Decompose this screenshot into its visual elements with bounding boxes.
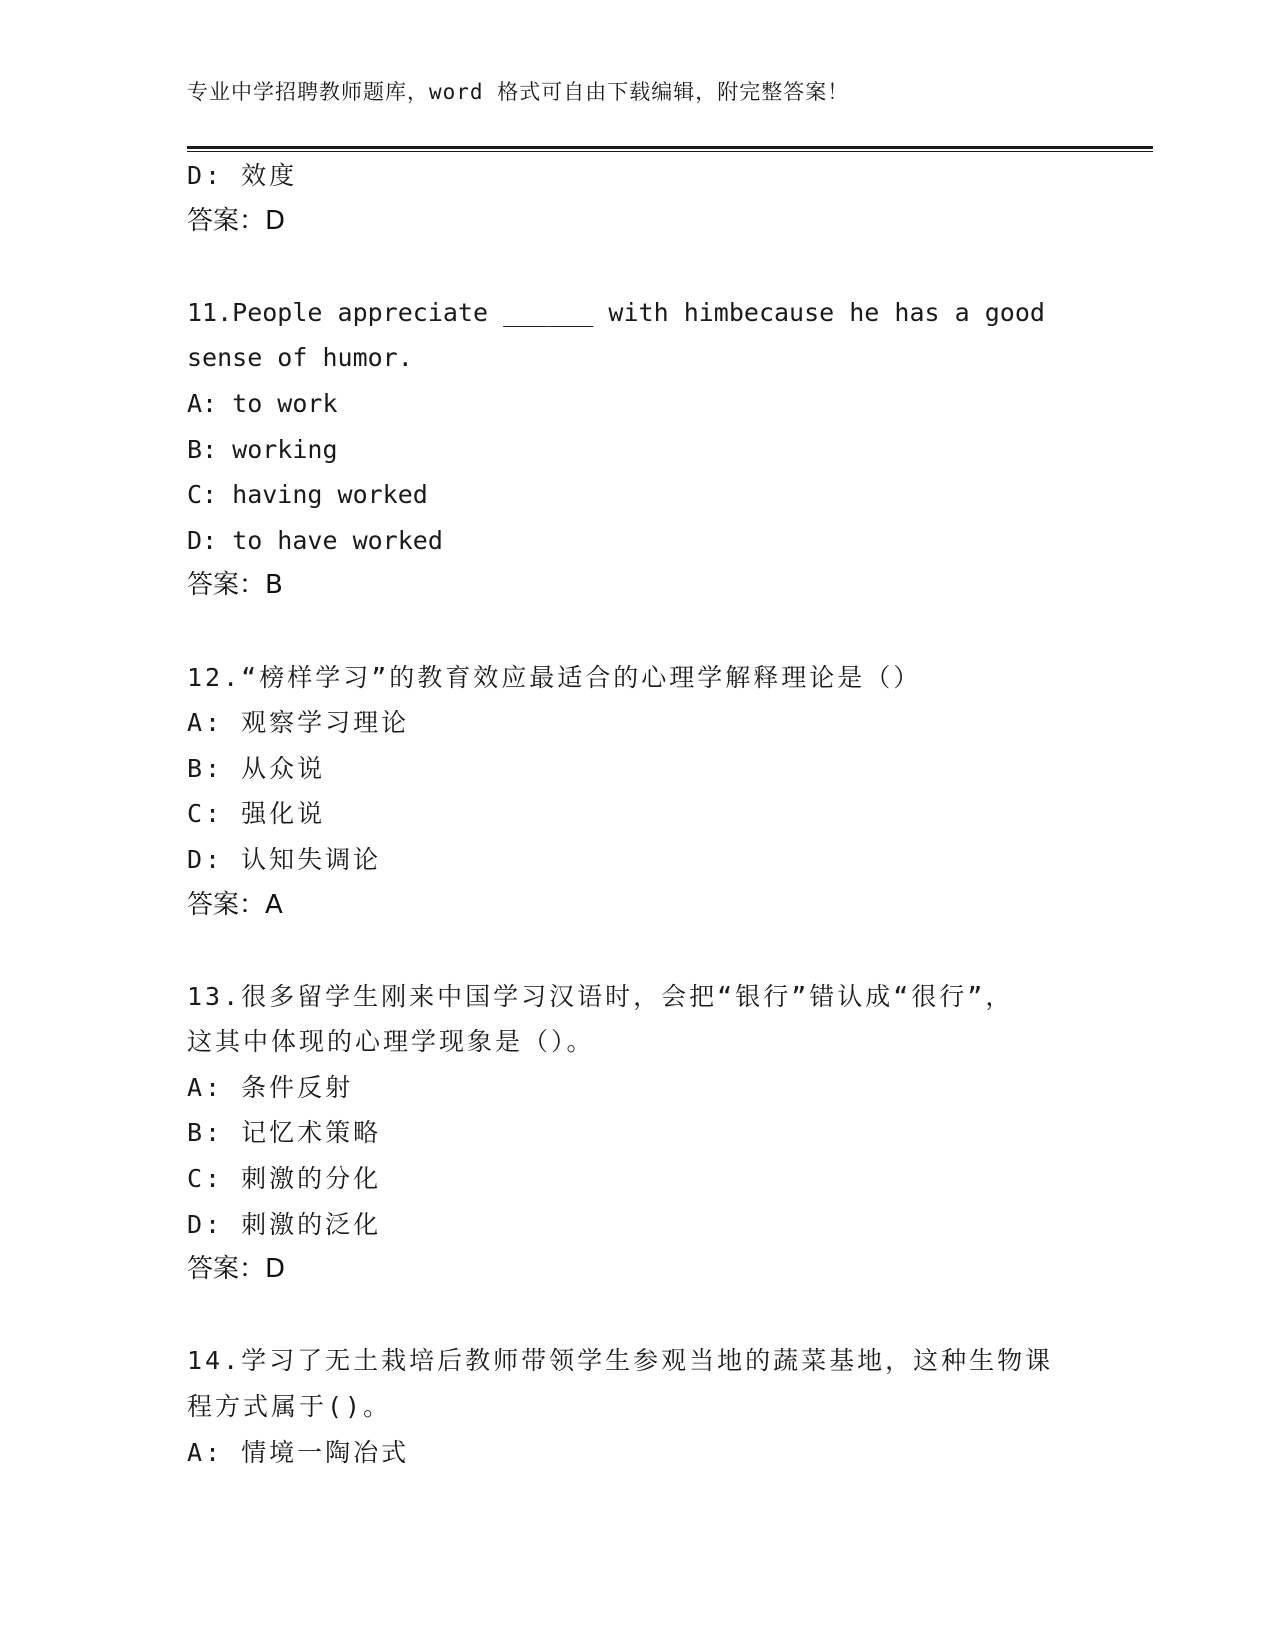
header-rule-thick <box>187 146 1153 149</box>
option-line: D: 认知失调论 <box>187 844 382 874</box>
question-text: 13.很多留学生刚来中国学习汉语时，会把“银行”错认成“很行”， <box>187 981 1014 1011</box>
question-block <box>187 1338 1087 1475</box>
option-line: D: to have worked <box>187 525 443 555</box>
option-line: C: having worked <box>187 480 428 510</box>
question-text: 这其中体现的心理学现象是（）。 <box>187 1027 595 1057</box>
option-line: D: 效度 <box>187 161 298 190</box>
answer-line: 答案：A <box>187 889 283 920</box>
option-line: C: 强化说 <box>187 799 326 829</box>
question-list <box>187 153 1087 1475</box>
option-line: D: 刺激的泛化 <box>187 1209 382 1239</box>
header-rule-thin <box>187 151 1153 152</box>
option-line: A: 情境一陶冶式 <box>187 1437 410 1467</box>
question-block <box>187 153 1087 244</box>
question-text: 程方式属于()。 <box>187 1392 392 1422</box>
page-header: 专业中学招聘教师题库，word 格式可自由下载编辑，附完整答案！ <box>187 80 850 104</box>
question-block <box>187 974 1087 1293</box>
question-text: 11.People appreciate ______ with himbecause he has a good <box>187 297 1045 327</box>
option-line: B: 从众说 <box>187 753 326 783</box>
option-line: A: 条件反射 <box>187 1072 354 1102</box>
option-line: C: 刺激的分化 <box>187 1164 382 1194</box>
option-line: B: 记忆术策略 <box>187 1118 382 1148</box>
answer-line: 答案：D <box>187 1254 286 1285</box>
option-line: A: to work <box>187 388 338 418</box>
question-text: 12.“榜样学习”的教育效应最适合的心理学解释理论是（） <box>187 662 922 692</box>
question-block <box>187 290 1087 609</box>
option-line: A: 观察学习理论 <box>187 708 410 738</box>
option-line: B: working <box>187 434 338 464</box>
question-text: 14.学习了无土栽培后教师带领学生参观当地的蔬菜基地，这种生物课 <box>187 1346 1054 1376</box>
question-block <box>187 655 1087 929</box>
answer-line: 答案：B <box>187 570 283 601</box>
answer-line: 答案：D <box>187 205 286 236</box>
question-text: sense of humor. <box>187 343 413 373</box>
